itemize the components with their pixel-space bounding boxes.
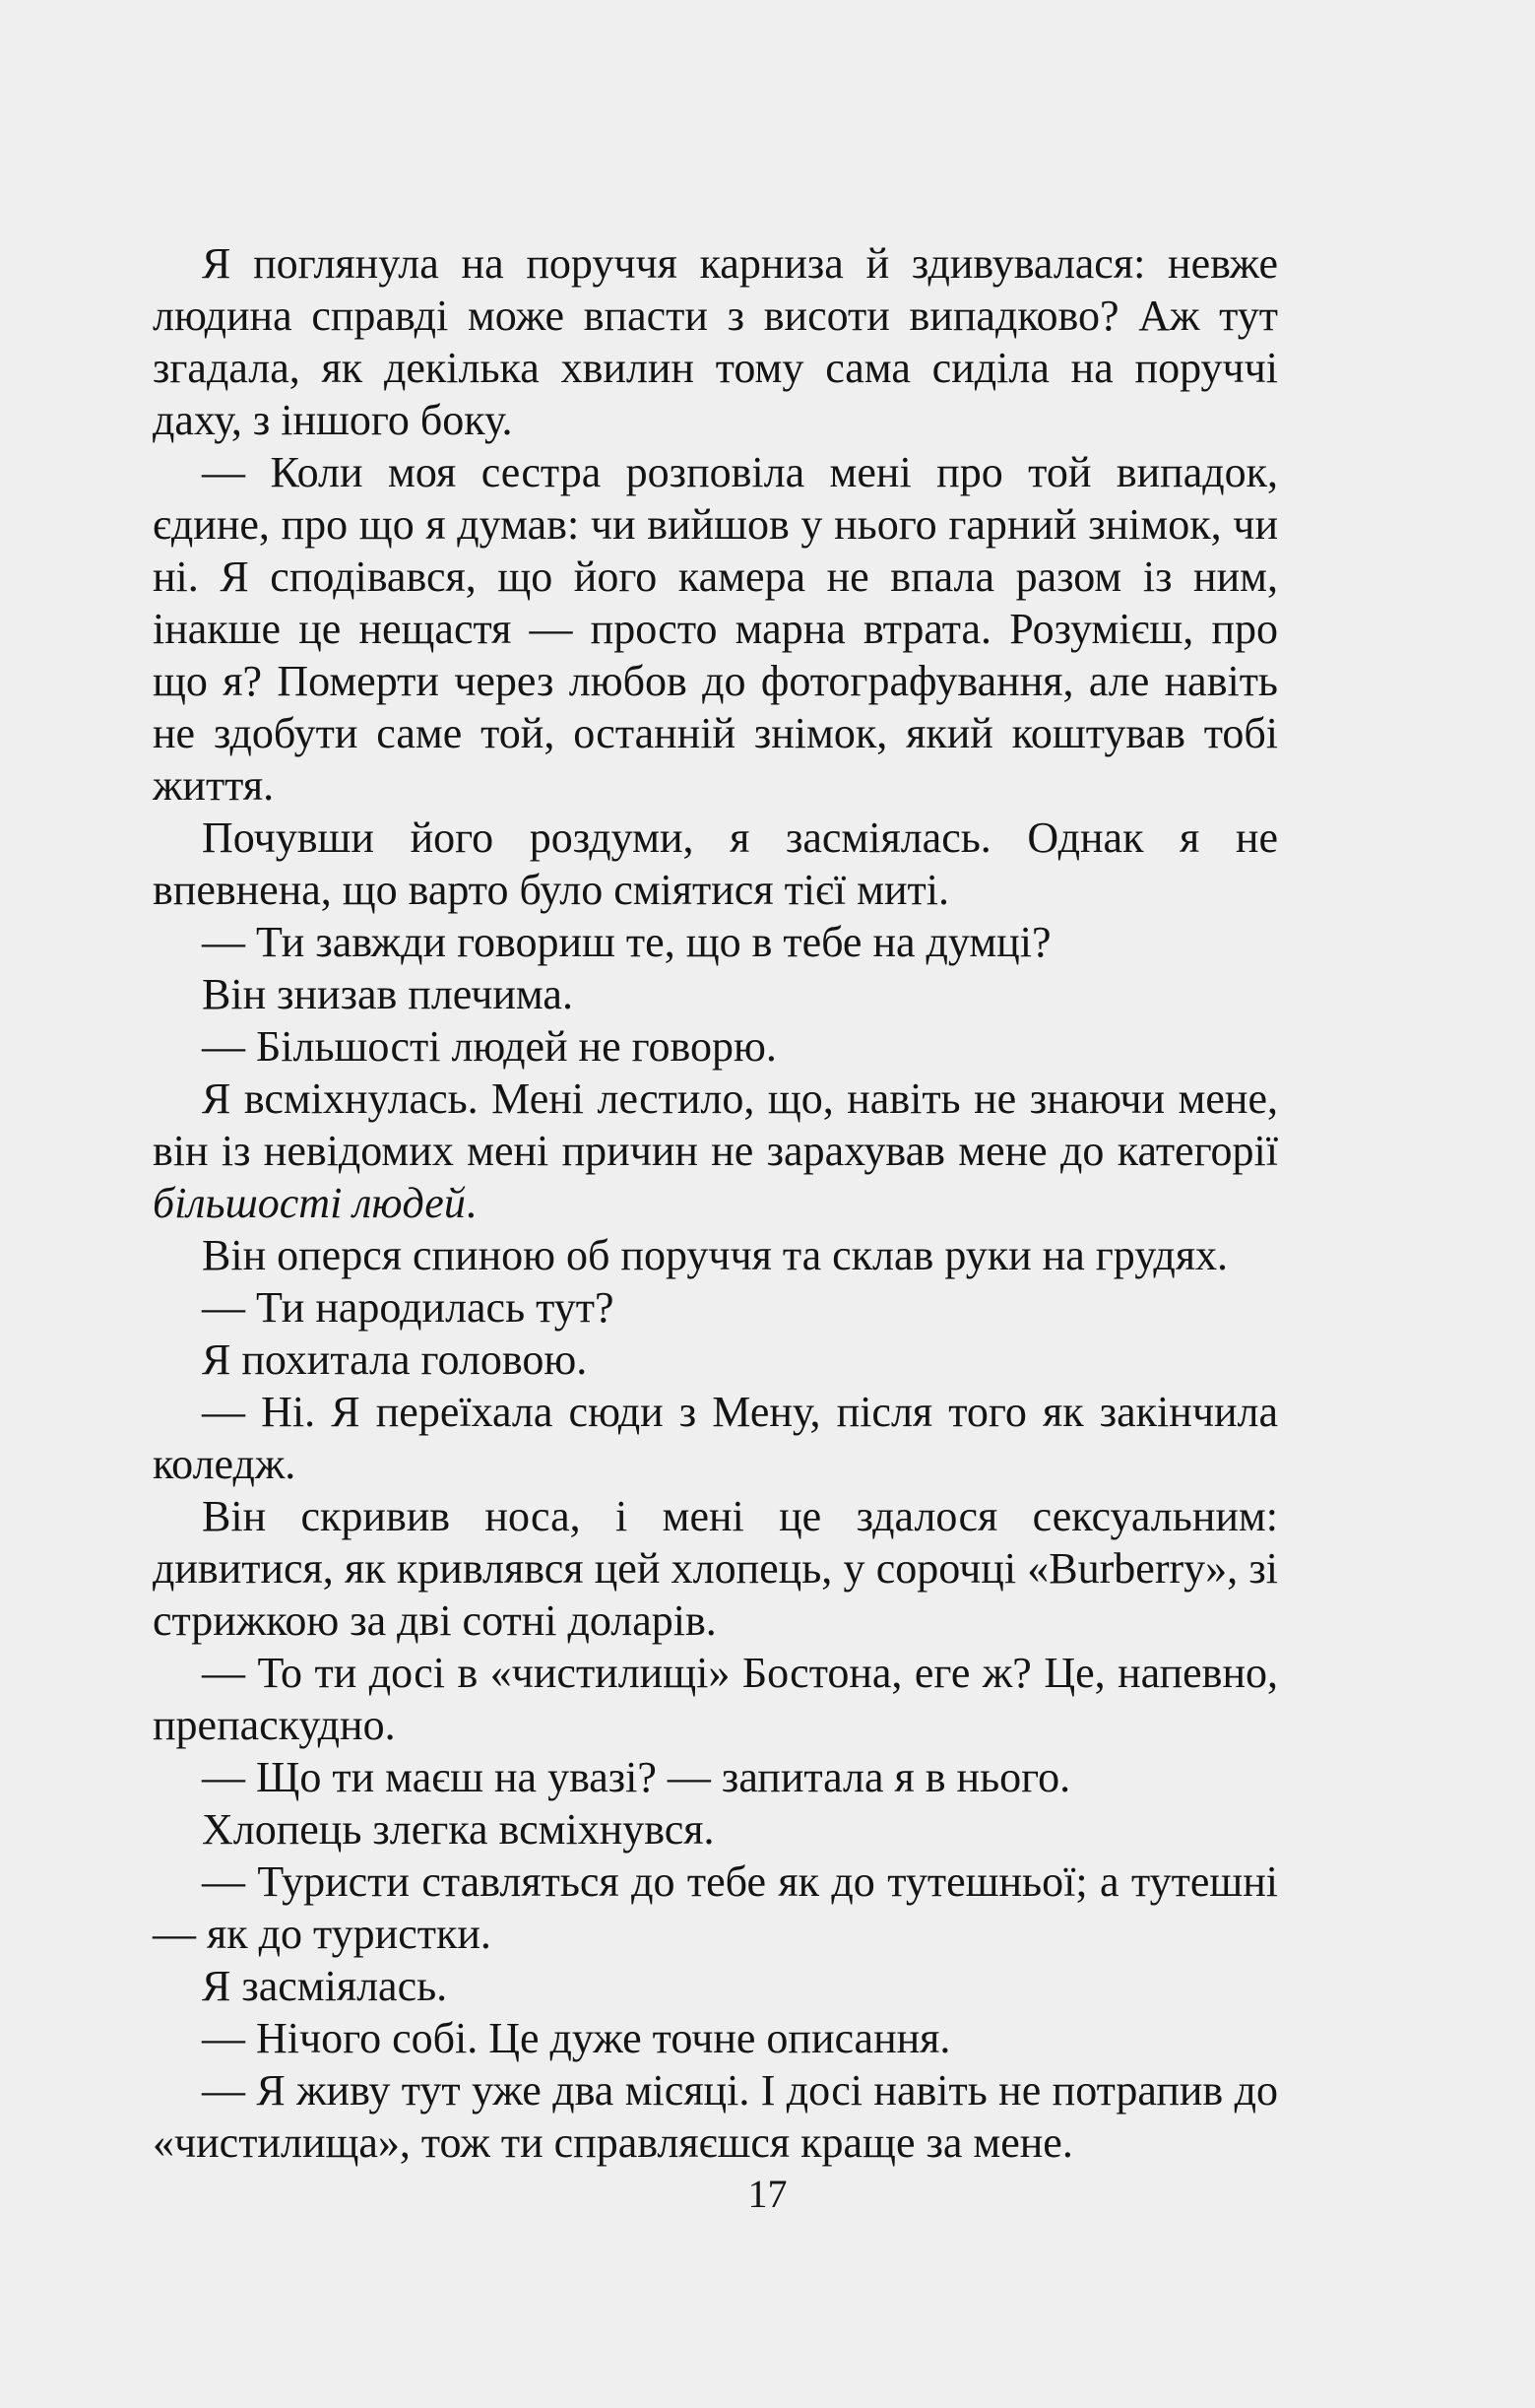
page-number: 17 xyxy=(747,2172,788,2216)
paragraph: — Ти народилась тут? xyxy=(202,1283,614,1332)
paragraph: — Ні. Я переїхала сюди з Мену, після того як закінчила коледж. xyxy=(153,1388,1278,1488)
page-body xyxy=(153,237,1278,2169)
italic-emphasis: більшості людей xyxy=(153,1179,466,1227)
paragraph: — Більшості людей не говорю. xyxy=(202,1022,777,1071)
paragraph: — Туристи ставляться до тебе як до тутешньої; а тутешні — як до туристки. xyxy=(153,1857,1278,1958)
paragraph: — Коли моя сестра розповіла мені про той випадок, єдине, про що я думав: чи вийшов у нього гарний знімок, чи ні. Я сподівався, що його камера не впала разом із ним, інакше це нещастя — просто марна втрата. Розумієш, про що я? Померти через любов до фотографування, але навіть не здобути саме той, останній знімок, який коштував тобі життя. xyxy=(153,448,1278,810)
paragraph: — Що ти маєш на увазі? — запитала я в нього. xyxy=(202,1753,1071,1801)
paragraph: Я похитала головою. xyxy=(202,1335,588,1384)
paragraph-text: Я всміхнулась. Мені лестило, що, навіть не знаючи мене, він із невідомих мені причин не зарахував мене до категорії xyxy=(153,1074,1278,1175)
paragraph: Хлопець злегка всміхнувся. xyxy=(202,1805,715,1854)
paragraph-text-end: . xyxy=(465,1179,477,1227)
paragraph: — Ти завжди говориш те, що в тебе на думці? xyxy=(202,918,1052,966)
paragraph: Він скривив носа, і мені це здалося сексуальним: дивитися, як кривлявся цей хлопець, у сорочці «Burberry», зі стрижкою за дві сотні доларів. xyxy=(153,1492,1278,1645)
paragraph: — То ти досі в «чистилищі» Бостона, еге ж? Це, напевно, препаскудно. xyxy=(153,1649,1278,1749)
paragraph: Я засміялась. xyxy=(202,1962,448,2010)
paragraph: Почувши його роздуми, я засміялась. Однак я не впевнена, що варто було сміятися тієї миті. xyxy=(153,814,1278,914)
paragraph: Він знизав плечима. xyxy=(202,970,573,1018)
paragraph: — Нічого собі. Це дуже точне описання. xyxy=(202,2014,951,2062)
paragraph xyxy=(153,1073,1278,1229)
paragraph: — Я живу тут уже два місяці. І досі навіть не потрапив до «чистилища», тож ти справляєшся краще за мене. xyxy=(153,2066,1278,2167)
paragraph: Він оперся спиною об поруччя та склав руки на грудях. xyxy=(202,1231,1229,1279)
paragraph: Я поглянула на поруччя карниза й здивувалася: невже людина справді може впасти з висоти випадково? Аж тут згадала, як декілька хвилин тому сама сиділа на поруччі даху, з іншого боку. xyxy=(153,239,1278,444)
